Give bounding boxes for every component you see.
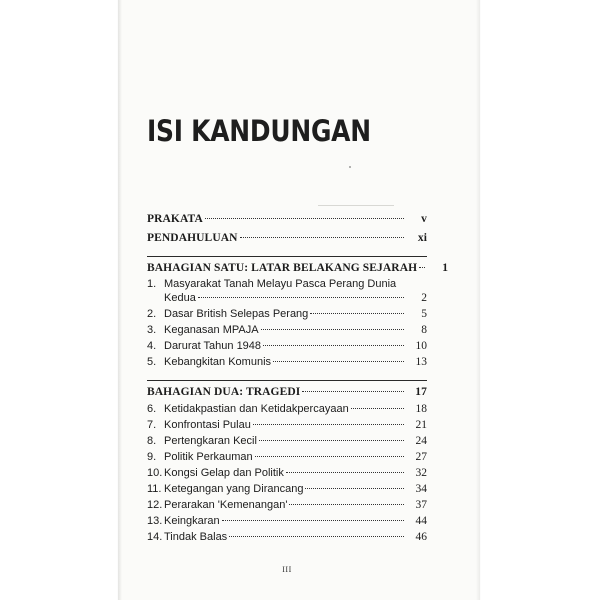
chapter-title: Keingkaran — [164, 515, 220, 527]
chapter-title: Ketidakpastian dan Ketidakpercayaan — [164, 403, 349, 415]
dot-leader — [259, 440, 404, 441]
show-through-mark — [318, 205, 394, 206]
chapter-number: 8. — [147, 435, 157, 447]
dot-leader — [289, 504, 404, 505]
toc-entry-title: PRAKATA — [147, 213, 203, 225]
dot-leader — [205, 218, 404, 219]
chapter-number: 1. — [147, 278, 157, 290]
chapter-number: 9. — [147, 451, 157, 463]
chapter-title: Kongsi Gelap dan Politik — [164, 467, 284, 479]
dot-leader — [419, 267, 425, 268]
dot-leader — [222, 520, 404, 521]
toc-chapter-4[interactable] — [147, 340, 427, 356]
dot-leader — [310, 313, 404, 314]
chapter-number: 5. — [147, 356, 157, 368]
print-speck — [349, 166, 351, 168]
dot-leader — [253, 424, 404, 425]
toc-chapter-6[interactable] — [147, 403, 427, 419]
toc-chapter-11[interactable] — [147, 483, 427, 499]
toc-page-number: 13 — [415, 356, 427, 368]
toc-chapter-5[interactable] — [147, 356, 427, 372]
toc-chapter-9[interactable] — [147, 451, 427, 467]
section-divider — [147, 380, 427, 381]
page-title: ISI KANDUNGAN — [147, 114, 371, 148]
toc-entry-pendahuluan[interactable] — [147, 232, 427, 248]
chapter-title: Pertengkaran Kecil — [164, 435, 257, 447]
page-edge-shadow-right — [476, 0, 480, 600]
dot-leader — [273, 361, 404, 362]
chapter-number: 3. — [147, 324, 157, 336]
page-folio: III — [282, 565, 292, 574]
chapter-title: Politik Perkauman — [164, 451, 253, 463]
toc-page-number: 8 — [421, 324, 427, 336]
toc-page-number: 5 — [421, 308, 427, 320]
dot-leader — [255, 456, 404, 457]
toc-chapter-7[interactable] — [147, 419, 427, 435]
dot-leader — [286, 472, 404, 473]
toc-entry-prakata[interactable] — [147, 213, 427, 229]
chapter-title: Keganasan MPAJA — [164, 324, 259, 336]
chapter-number: 11. — [147, 483, 162, 495]
dot-leader — [261, 329, 404, 330]
chapter-title: Konfrontasi Pulau — [164, 419, 251, 431]
toc-page-number: 24 — [415, 435, 427, 447]
toc-page-number: 34 — [415, 483, 427, 495]
chapter-title: Tindak Balas — [164, 531, 228, 543]
chapter-title: Kedua — [164, 292, 196, 304]
toc-page-number: 10 — [415, 340, 427, 352]
page-edge-shadow-left — [118, 0, 122, 600]
toc-page-number: 32 — [415, 467, 427, 479]
chapter-number: 14. — [147, 531, 163, 543]
chapter-number: 6. — [147, 403, 157, 415]
toc-chapter-2[interactable] — [147, 308, 427, 324]
toc-part-heading-two[interactable] — [147, 386, 427, 402]
toc-page-number: 46 — [415, 531, 427, 543]
toc-page-number: xi — [417, 232, 427, 244]
toc-part-title: BAHAGIAN DUA: TRAGEDI — [147, 386, 301, 398]
toc-chapter-14[interactable] — [147, 531, 427, 547]
toc-page-number: 2 — [421, 292, 427, 304]
dot-leader — [351, 408, 404, 409]
dot-leader — [240, 237, 404, 238]
chapter-title-line: Masyarakat Tanah Melayu Pasca Perang Dunia — [164, 278, 397, 290]
chapter-number: 4. — [147, 340, 157, 352]
chapter-title: Kebangkitan Komunis — [164, 356, 272, 368]
chapter-number: 12. — [147, 499, 163, 511]
toc-entry-title: PENDAHULUAN — [147, 232, 238, 244]
toc-part-title: BAHAGIAN SATU: LATAR BELAKANG SEJARAH — [147, 262, 418, 274]
toc-chapter-10[interactable] — [147, 467, 427, 483]
section-divider — [147, 256, 427, 257]
toc-page-number: 17 — [415, 386, 427, 398]
toc-chapter-13[interactable] — [147, 515, 427, 531]
dot-leader — [305, 488, 404, 489]
toc-page-number: 18 — [415, 403, 427, 415]
chapter-title: Darurat Tahun 1948 — [164, 340, 262, 352]
toc-page-number: 37 — [415, 499, 427, 511]
chapter-number: 2. — [147, 308, 157, 320]
toc-chapter-12[interactable] — [147, 499, 427, 515]
toc-page-number: 21 — [415, 419, 427, 431]
dot-leader — [302, 391, 404, 392]
chapter-title: Perarakan 'Kemenangan' — [164, 499, 288, 511]
toc-page-number: v — [421, 213, 427, 225]
dot-leader — [263, 345, 404, 346]
toc-page-number: 1 — [442, 262, 449, 274]
chapter-number: 10. — [147, 467, 163, 479]
chapter-number: 13. — [147, 515, 163, 527]
dot-leader — [198, 297, 404, 298]
toc-chapter-3[interactable] — [147, 324, 427, 340]
toc-chapter-8[interactable] — [147, 435, 427, 451]
chapter-title: Ketegangan yang Dirancang — [164, 483, 304, 495]
toc-page-number: 44 — [415, 515, 427, 527]
toc-page-number: 27 — [415, 451, 427, 463]
toc-chapter-1[interactable] — [147, 292, 427, 308]
dot-leader — [229, 536, 404, 537]
chapter-title: Dasar British Selepas Perang — [164, 308, 309, 320]
chapter-number: 7. — [147, 419, 157, 431]
toc-part-heading-one[interactable] — [147, 262, 449, 278]
